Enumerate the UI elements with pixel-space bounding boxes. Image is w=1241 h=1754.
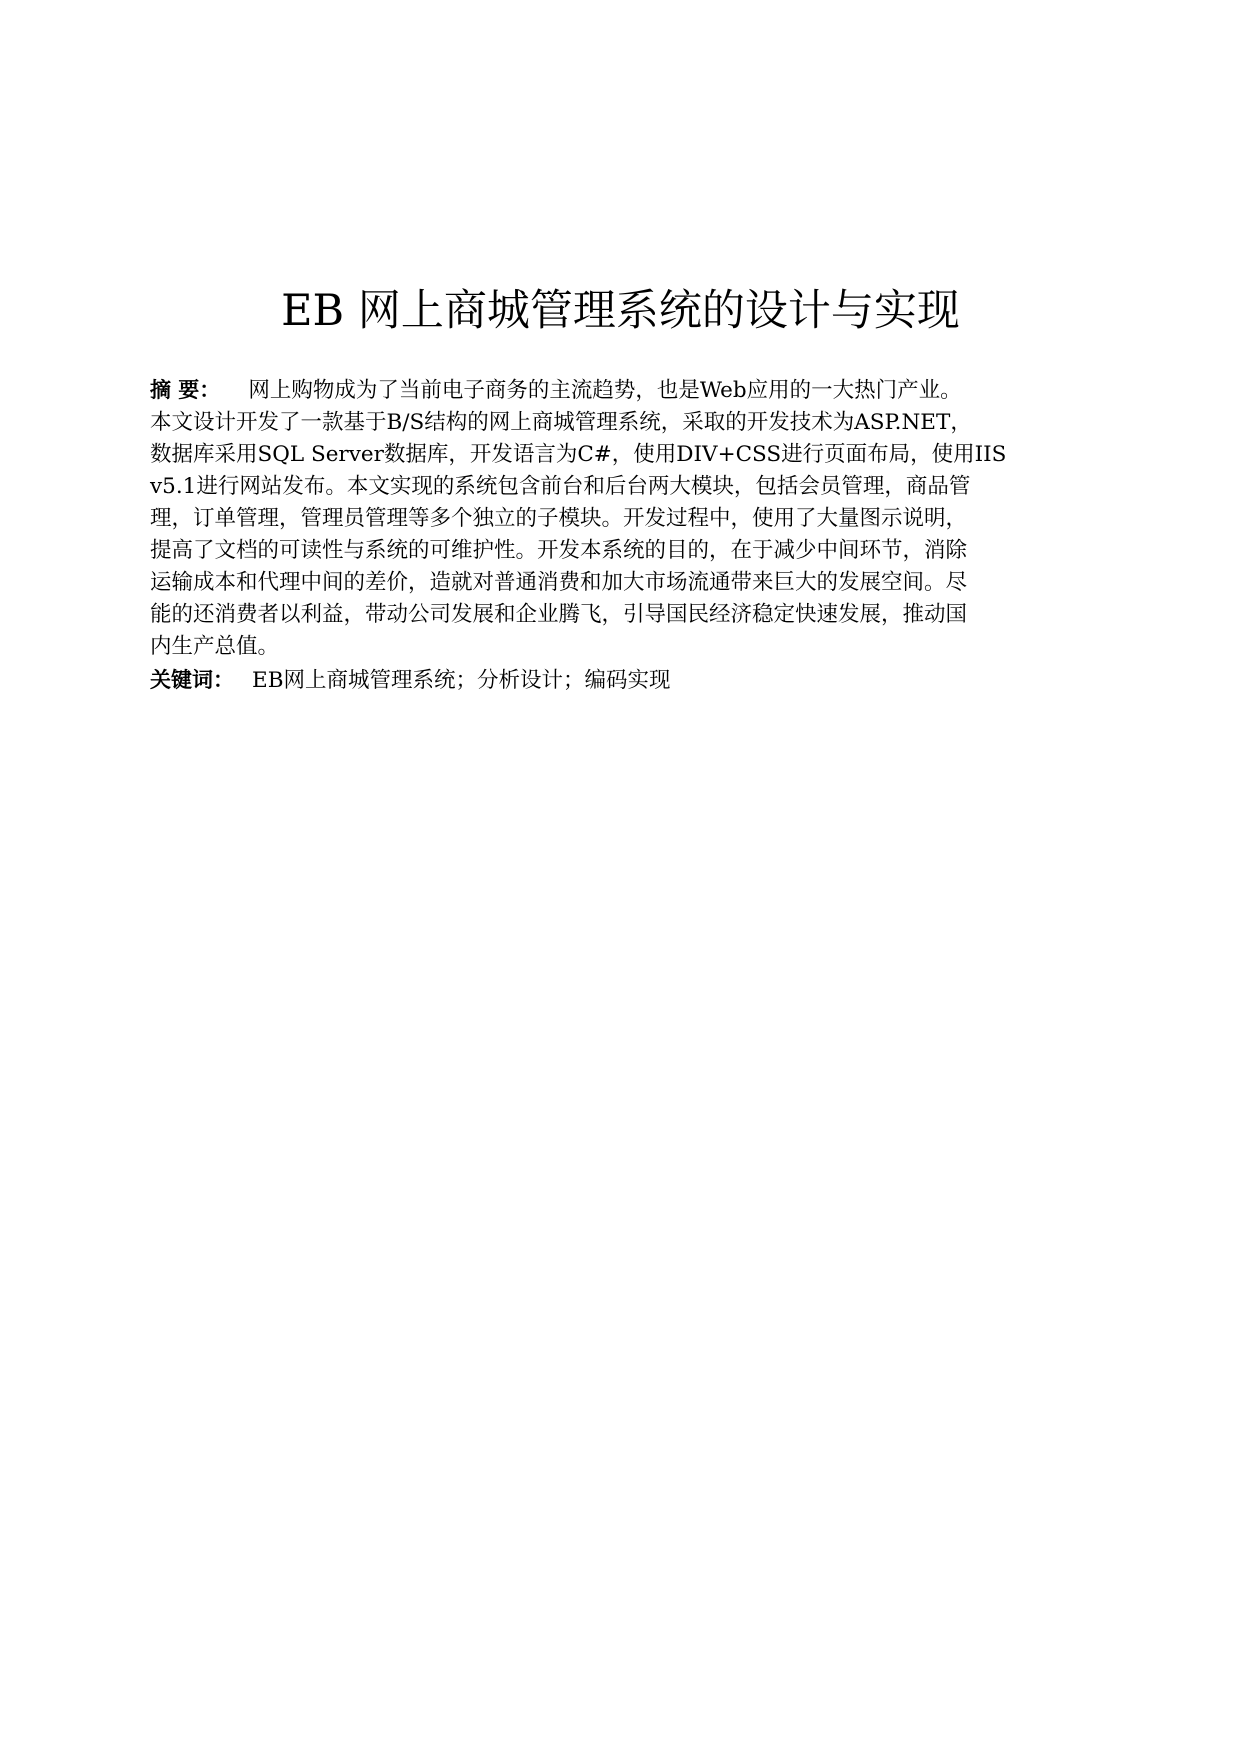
abstract-label: 摘 要： bbox=[150, 378, 221, 402]
document-title: EB 网上商城管理系统的设计与实现 bbox=[281, 286, 960, 336]
abstract-text: 网上购物成为了当前电子商务的主流趋势，也是Web应用的一大热门产业。 bbox=[248, 378, 962, 403]
abstract-line-8: 能的还消费者以利益，带动公司发展和企业腾飞，引导国民经济稳定快速发展，推动国 bbox=[150, 602, 968, 627]
abstract-line-3: 数据库采用SQL Server数据库，开发语言为C#，使用DIV+CSS进行页面布局，使用IIS bbox=[150, 442, 1007, 467]
abstract-line-1 bbox=[150, 374, 1104, 407]
abstract-line-9: 内生产总值。 bbox=[150, 634, 280, 659]
abstract-line-4: v5.1进行网站发布。本文实现的系统包含前台和后台两大模块，包括会员管理，商品管 bbox=[150, 474, 971, 499]
abstract-line-5: 理，订单管理，管理员管理等多个独立的子模块。开发过程中，使用了大量图示说明， bbox=[150, 506, 968, 531]
abstract-line-6: 提高了文档的可读性与系统的可维护性。开发本系统的目的，在于减少中间环节，消除 bbox=[150, 538, 968, 563]
keywords-label: 关键词： bbox=[150, 668, 234, 692]
keywords-text: EB网上商城管理系统；分析设计；编码实现 bbox=[252, 668, 671, 693]
abstract-section bbox=[150, 374, 1104, 663]
keywords-section bbox=[150, 664, 1104, 697]
abstract-line-7: 运输成本和代理中间的差价，造就对普通消费和加大市场流通带来巨大的发展空间。尽 bbox=[150, 570, 968, 595]
abstract-line-2: 本文设计开发了一款基于B/S结构的网上商城管理系统，采取的开发技术为ASP.NET， bbox=[150, 410, 972, 435]
